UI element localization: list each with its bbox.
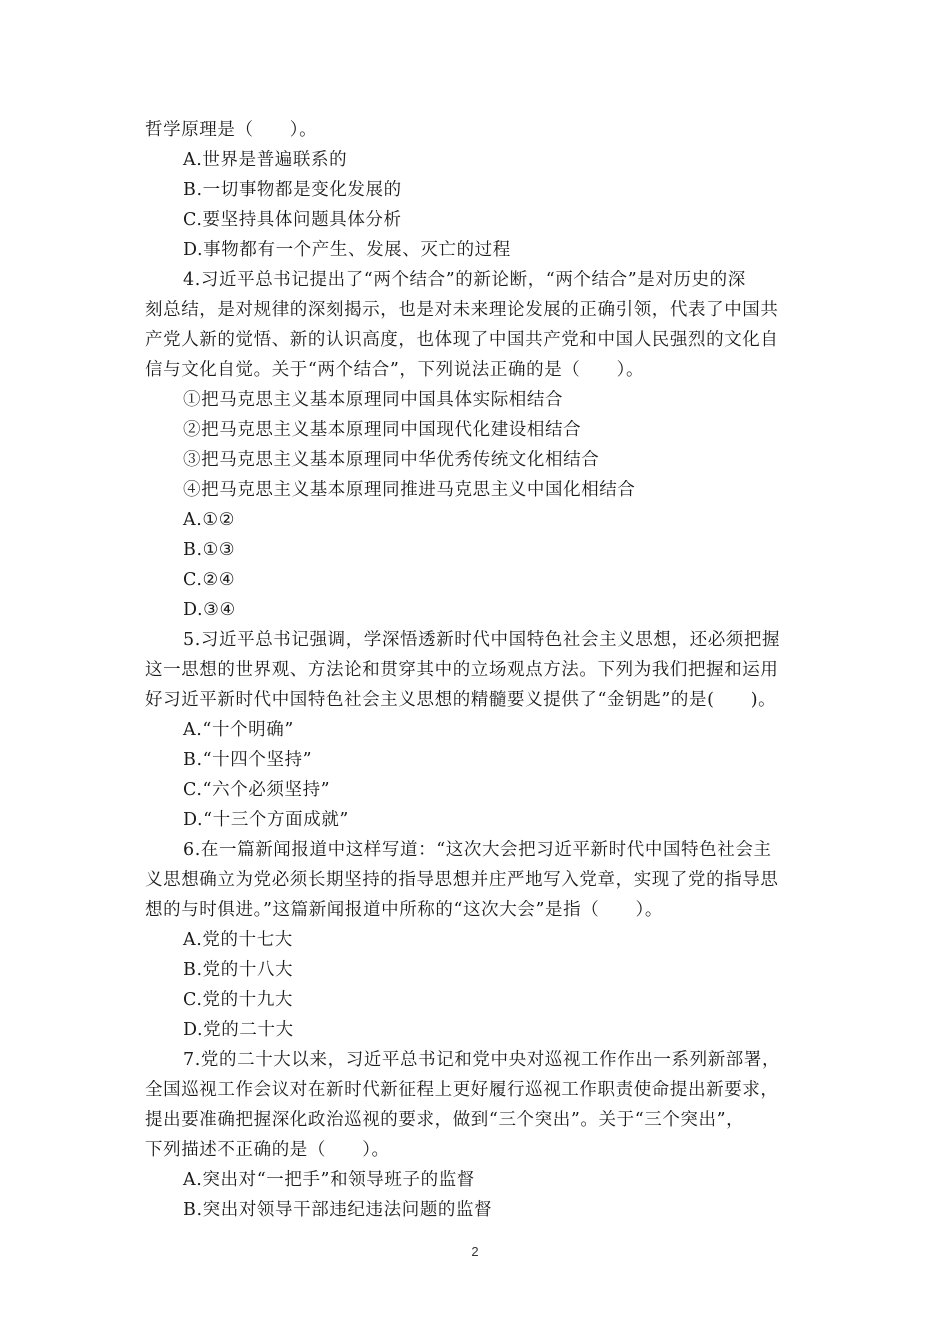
option-a: A.突出对“一把手”和领导班子的监督 — [183, 1170, 475, 1190]
option-c: C.②④ — [183, 570, 236, 590]
option-b: B.突出对领导干部违纪违法问题的监督 — [183, 1200, 493, 1220]
question-stem-line: 想的与时俱进。”这篇新闻报道中所称的“这次大会”是指（ ）。 — [145, 900, 663, 920]
statement-3: ③把马克思主义基本原理同中华优秀传统文化相结合 — [183, 450, 600, 470]
question-stem-line: 4.习近平总书记提出了“两个结合”的新论断，“两个结合”是对历史的深 — [183, 270, 746, 290]
option-b: B.党的十八大 — [183, 960, 294, 980]
question-stem-line: 7.党的二十大以来，习近平总书记和党中央对巡视工作作出一系列新部署， — [183, 1050, 781, 1070]
option-a: A.世界是普遍联系的 — [183, 150, 348, 170]
option-c: C.“六个必须坚持” — [183, 780, 331, 800]
option-d: D.事物都有一个产生、发展、灭亡的过程 — [183, 240, 511, 260]
question-5 — [145, 625, 810, 835]
question-stem-line: 好习近平新时代中国特色社会主义思想的精髓要义提供了“金钥匙”的是( )。 — [145, 690, 777, 710]
option-c: C.要坚持具体问题具体分析 — [183, 210, 402, 230]
option-b: B.“十四个坚持” — [183, 750, 313, 770]
question-stem-line: 提出要准确把握深化政治巡视的要求，做到“三个突出”。关于“三个突出”， — [145, 1110, 745, 1130]
document-page — [145, 115, 810, 1225]
option-a: A.“十个明确” — [183, 720, 294, 740]
question-stem-line: 全国巡视工作会议对在新时代新征程上更好履行巡视工作职责使命提出新要求， — [145, 1080, 779, 1100]
question-stem-line: 刻总结，是对规律的深刻揭示，也是对未来理论发展的正确引领，代表了中国共 — [145, 300, 779, 320]
option-c: C.党的十九大 — [183, 990, 294, 1010]
question-stem-line: 哲学原理是（ ）。 — [145, 120, 318, 140]
question-stem-line: 这一思想的世界观、方法论和贯穿其中的立场观点方法。下列为我们把握和运用 — [145, 660, 779, 680]
option-b: B.①③ — [183, 540, 236, 560]
option-d: D.党的二十大 — [183, 1020, 294, 1040]
question-4 — [145, 265, 810, 625]
question-7 — [145, 1045, 810, 1225]
option-a: A.党的十七大 — [183, 930, 293, 950]
option-d: D.“十三个方面成就” — [183, 810, 349, 830]
question-stem-line: 信与文化自觉。关于“两个结合”，下列说法正确的是（ ）。 — [145, 360, 645, 380]
question-stem-line: 产党人新的觉悟、新的认识高度，也体现了中国共产党和中国人民强烈的文化自 — [145, 330, 779, 350]
statement-1: ①把马克思主义基本原理同中国具体实际相结合 — [183, 390, 564, 410]
statement-2: ②把马克思主义基本原理同中国现代化建设相结合 — [183, 420, 582, 440]
question-stem-line: 6.在一篇新闻报道中这样写道：“这次大会把习近平新时代中国特色社会主 — [183, 840, 772, 860]
statement-4: ④把马克思主义基本原理同推进马克思主义中国化相结合 — [183, 480, 636, 500]
option-d: D.③④ — [183, 600, 236, 620]
page-number: 2 — [471, 1244, 479, 1259]
question-stem-line: 下列描述不正确的是（ ）。 — [145, 1140, 390, 1160]
question-3-tail — [145, 115, 810, 265]
option-b: B.一切事物都是变化发展的 — [183, 180, 402, 200]
question-stem-line: 义思想确立为党必须长期坚持的指导思想并庄严地写入党章，实现了党的指导思 — [145, 870, 779, 890]
question-6 — [145, 835, 810, 1045]
option-a: A.①② — [183, 510, 235, 530]
question-stem-line: 5.习近平总书记强调，学深悟透新时代中国特色社会主义思想，还必须把握 — [183, 630, 781, 650]
